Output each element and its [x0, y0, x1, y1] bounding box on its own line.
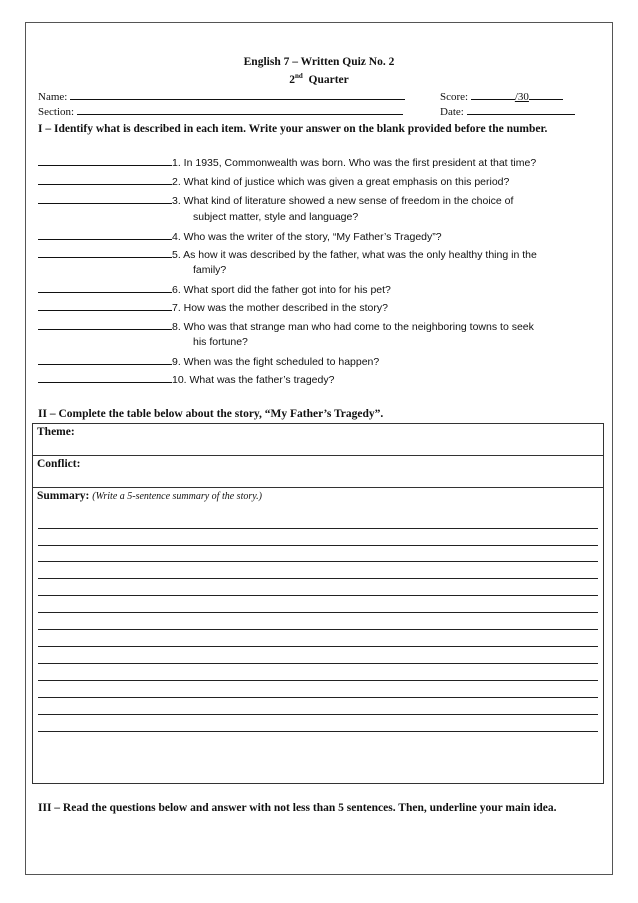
name-row: [38, 89, 405, 103]
summary-line[interactable]: [38, 545, 598, 546]
summary-line[interactable]: [38, 731, 598, 732]
score-total: /30: [514, 91, 529, 103]
summary-line[interactable]: [38, 629, 598, 630]
score-row: [440, 89, 563, 103]
part1-instruction: I – Identify what is described in each item. Write your answer on the blank provided before the number.: [38, 123, 548, 135]
question-3-cont: subject matter, style and language?: [193, 211, 359, 223]
question-3: 3. What kind of literature showed a new sense of freedom in the choice of: [38, 193, 513, 207]
summary-line[interactable]: [38, 714, 598, 715]
score-trail-line: [529, 89, 563, 100]
name-field[interactable]: [70, 89, 405, 100]
date-row: [440, 104, 575, 118]
answer-blank-5[interactable]: [38, 247, 172, 258]
summary-line[interactable]: [38, 612, 598, 613]
answer-blank-3[interactable]: [38, 193, 172, 204]
part3-instruction: III – Read the questions below and answer with not less than 5 sentences. Then, underline your main idea.: [38, 802, 557, 814]
question-5-cont: family?: [193, 264, 227, 276]
score-field[interactable]: [471, 89, 515, 100]
answer-blank-9[interactable]: [38, 354, 172, 365]
question-7: 7. How was the mother described in the story?: [38, 300, 388, 314]
question-5: 5. As how it was described by the father, what was the only healthy thing in the: [38, 247, 537, 261]
answer-blank-10[interactable]: [38, 372, 172, 383]
answer-blank-6[interactable]: [38, 282, 172, 293]
quarter-line: 2nd Quarter: [289, 72, 349, 86]
summary-line[interactable]: [38, 595, 598, 596]
name-label: Name:: [38, 91, 68, 103]
answer-blank-4[interactable]: [38, 229, 172, 240]
question-4: 4. Who was the writer of the story, “My Father’s Tragedy”?: [38, 229, 442, 243]
question-10: 10. What was the father’s tragedy?: [38, 372, 334, 386]
summary-line[interactable]: [38, 561, 598, 562]
summary-label-row: [37, 490, 262, 502]
summary-cell[interactable]: [32, 487, 604, 784]
answer-blank-7[interactable]: [38, 300, 172, 311]
date-field[interactable]: [467, 104, 575, 115]
summary-line[interactable]: [38, 697, 598, 698]
answer-blank-8[interactable]: [38, 319, 172, 330]
question-8: 8. Who was that strange man who had come to the neighboring towns to seek: [38, 319, 534, 333]
question-8-cont: his fortune?: [193, 336, 248, 348]
quiz-title: English 7 – Written Quiz No. 2: [243, 56, 395, 68]
conflict-label: Conflict:: [37, 458, 81, 470]
summary-line[interactable]: [38, 663, 598, 664]
question-6: 6. What sport did the father got into for his pet?: [38, 282, 391, 296]
section-field[interactable]: [77, 104, 403, 115]
answer-blank-1[interactable]: [38, 155, 172, 166]
conflict-cell[interactable]: [32, 455, 604, 488]
date-label: Date:: [440, 106, 464, 118]
question-1: 1. In 1935, Commonwealth was born. Who was the first president at that time?: [38, 155, 536, 169]
answer-blank-2[interactable]: [38, 174, 172, 185]
summary-line[interactable]: [38, 528, 598, 529]
section-label: Section:: [38, 106, 75, 118]
section-row: [38, 104, 403, 118]
summary-note: (Write a 5-sentence summary of the story.): [92, 491, 262, 502]
summary-line[interactable]: [38, 578, 598, 579]
theme-cell[interactable]: [32, 423, 604, 456]
theme-label: Theme:: [37, 426, 75, 438]
summary-label: Summary:: [37, 490, 90, 502]
question-9: 9. When was the fight scheduled to happen?: [38, 354, 379, 368]
summary-line[interactable]: [38, 646, 598, 647]
part2-instruction: II – Complete the table below about the story, “My Father’s Tragedy”.: [38, 408, 384, 420]
score-label: Score:: [440, 91, 469, 103]
summary-line[interactable]: [38, 680, 598, 681]
question-2: 2. What kind of justice which was given a great emphasis on this period?: [38, 174, 509, 188]
